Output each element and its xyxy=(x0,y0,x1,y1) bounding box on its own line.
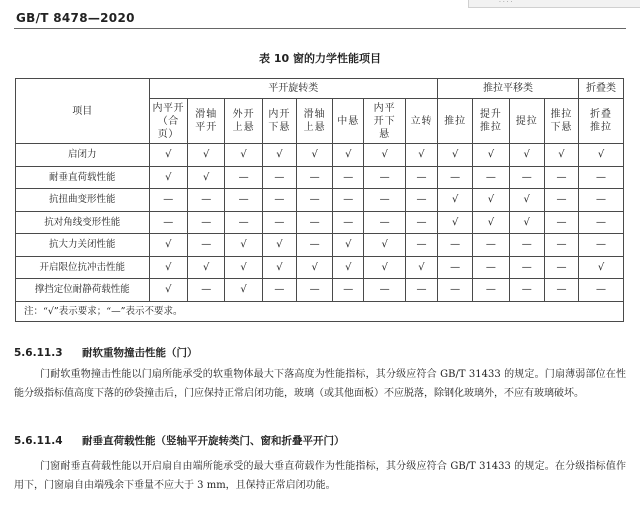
dash-cell: — xyxy=(579,234,624,257)
dash-cell: — xyxy=(544,211,578,234)
check-mark-cell: √ xyxy=(438,144,473,167)
dash-cell: — xyxy=(188,211,225,234)
dash-cell: — xyxy=(438,279,473,302)
mechanical-performance-table xyxy=(15,78,624,322)
column-header-label: 滑轴平开 xyxy=(195,109,218,133)
column-header xyxy=(333,99,364,144)
check-mark-cell: √ xyxy=(438,189,473,212)
dash-cell: — xyxy=(438,166,473,189)
check-mark-cell: √ xyxy=(225,234,262,257)
column-header-label: 折叠推拉 xyxy=(590,109,613,133)
check-mark-cell: √ xyxy=(579,256,624,279)
dash-cell: — xyxy=(225,189,262,212)
check-mark-cell: √ xyxy=(262,144,296,167)
check-mark-cell: √ xyxy=(544,144,578,167)
table-note-row xyxy=(16,301,624,321)
dash-cell: — xyxy=(509,234,544,257)
dash-cell: — xyxy=(438,234,473,257)
dash-cell: — xyxy=(405,166,437,189)
section-number: 5.6.11.4 xyxy=(14,435,63,447)
column-header xyxy=(364,99,406,144)
dash-cell: — xyxy=(364,189,406,212)
viewer-top-strip: · · · · xyxy=(468,0,640,8)
column-header-label: 内平开下悬 xyxy=(373,102,396,140)
dash-cell: — xyxy=(405,279,437,302)
check-mark-cell: √ xyxy=(438,211,473,234)
dash-cell: — xyxy=(544,256,578,279)
table-row xyxy=(16,144,624,167)
dash-cell: — xyxy=(262,279,296,302)
dash-cell: — xyxy=(473,166,509,189)
check-mark-cell: √ xyxy=(296,256,332,279)
check-mark-cell: √ xyxy=(296,144,332,167)
row-label: 抗大力关闭性能 xyxy=(16,234,150,257)
dash-cell: — xyxy=(262,211,296,234)
column-header xyxy=(188,99,225,144)
dash-cell: — xyxy=(364,279,406,302)
column-header xyxy=(296,99,332,144)
dash-cell: — xyxy=(473,234,509,257)
check-mark-cell: √ xyxy=(149,166,187,189)
dash-cell: — xyxy=(225,211,262,234)
table-row xyxy=(16,211,624,234)
row-label: 抗对角线变形性能 xyxy=(16,211,150,234)
check-mark-cell: √ xyxy=(225,256,262,279)
dash-cell: — xyxy=(579,279,624,302)
dash-cell: — xyxy=(262,189,296,212)
table-row xyxy=(16,166,624,189)
check-mark-cell: √ xyxy=(262,234,296,257)
dash-cell: — xyxy=(405,211,437,234)
dash-cell: — xyxy=(225,166,262,189)
column-header xyxy=(438,99,473,144)
row-label: 撑挡定位耐静荷载性能 xyxy=(16,279,150,302)
dash-cell: — xyxy=(333,211,364,234)
dash-cell: — xyxy=(579,189,624,212)
column-header xyxy=(544,99,578,144)
column-header-label: 外开上悬 xyxy=(232,109,255,133)
check-mark-cell: √ xyxy=(473,211,509,234)
check-mark-cell: √ xyxy=(405,144,437,167)
table-note: 注：“√”表示要求；“—”表示不要求。 xyxy=(16,301,624,321)
check-mark-cell: √ xyxy=(473,144,509,167)
dash-cell: — xyxy=(473,256,509,279)
table-row xyxy=(16,189,624,212)
dash-cell: — xyxy=(188,234,225,257)
dash-cell: — xyxy=(405,234,437,257)
check-mark-cell: √ xyxy=(188,256,225,279)
section-body-5-6-11-4: 门窗耐垂直荷载性能以开启扇自由端所能承受的最大垂直荷载作为性能指标，其分级应符合 GB/T 31433 的规定。在分级指标值作用下，门窗扇自由端残余下垂量不应大于 3 mm，且保持正常启闭功能。 xyxy=(14,461,626,491)
header-rule xyxy=(14,28,626,29)
row-label: 开启限位抗冲击性能 xyxy=(16,256,150,279)
column-header-label: 推拉下悬 xyxy=(550,109,573,133)
dash-cell: — xyxy=(544,234,578,257)
check-mark-cell: √ xyxy=(262,256,296,279)
column-header xyxy=(579,99,624,144)
dash-cell: — xyxy=(333,279,364,302)
column-header-label: 立转 xyxy=(410,115,433,127)
dash-cell: — xyxy=(296,166,332,189)
item-header: 项目 xyxy=(16,79,150,144)
dash-cell: — xyxy=(296,189,332,212)
standard-code: GB/T 8478—2020 xyxy=(16,11,135,25)
dash-cell: — xyxy=(333,166,364,189)
column-header-label: 提拉 xyxy=(515,115,538,127)
check-mark-cell: √ xyxy=(149,234,187,257)
column-header-label: 提升推拉 xyxy=(479,109,502,133)
dash-cell: — xyxy=(364,211,406,234)
row-label: 启闭力 xyxy=(16,144,150,167)
dash-cell: — xyxy=(296,211,332,234)
dash-cell: — xyxy=(188,279,225,302)
column-header-label: 内开下悬 xyxy=(268,109,291,133)
column-header-label: 中悬 xyxy=(337,115,360,127)
column-header xyxy=(262,99,296,144)
column-header-label: 推拉 xyxy=(444,115,467,127)
row-label: 耐垂直荷载性能 xyxy=(16,166,150,189)
dash-cell: — xyxy=(364,166,406,189)
check-mark-cell: √ xyxy=(188,144,225,167)
check-mark-cell: √ xyxy=(579,144,624,167)
dash-cell: — xyxy=(333,189,364,212)
table-row xyxy=(16,234,624,257)
column-header-label: 内平开（合页） xyxy=(152,102,185,140)
column-header xyxy=(473,99,509,144)
dash-cell: — xyxy=(296,279,332,302)
column-header xyxy=(149,99,187,144)
dash-cell: — xyxy=(473,279,509,302)
dash-cell: — xyxy=(544,279,578,302)
dash-cell: — xyxy=(544,189,578,212)
table-row xyxy=(16,279,624,302)
section-title: 耐垂直荷载性能（竖轴平开旋转类门、窗和折叠平开门） xyxy=(82,435,345,447)
check-mark-cell: √ xyxy=(364,256,406,279)
dash-cell: — xyxy=(579,166,624,189)
check-mark-cell: √ xyxy=(333,234,364,257)
table-row xyxy=(16,256,624,279)
check-mark-cell: √ xyxy=(405,256,437,279)
dash-cell: — xyxy=(149,189,187,212)
check-mark-cell: √ xyxy=(364,144,406,167)
check-mark-cell: √ xyxy=(149,144,187,167)
dash-cell: — xyxy=(188,189,225,212)
dash-cell: — xyxy=(579,211,624,234)
group-header-folding: 折叠类 xyxy=(579,79,624,99)
check-mark-cell: √ xyxy=(473,189,509,212)
column-header xyxy=(225,99,262,144)
section-title: 耐软重物撞击性能（门） xyxy=(82,347,198,359)
row-label: 抗扭曲变形性能 xyxy=(16,189,150,212)
section-body-5-6-11-3: 门耐软重物撞击性能以门扇所能承受的软重物体最大下落高度为性能指标，其分级应符合 GB/T 31433 的规定。门扇薄弱部位在性能分级指标值高度下落的砂袋撞击后，门应保持正常启闭功能，玻璃（或其他面板）不应脱落，除钢化玻璃外，不应有玻璃破坏。 xyxy=(14,369,626,399)
column-header xyxy=(509,99,544,144)
dash-cell: — xyxy=(262,166,296,189)
check-mark-cell: √ xyxy=(509,189,544,212)
section-heading-5-6-11-4 xyxy=(14,433,345,448)
section-number: 5.6.11.3 xyxy=(14,347,63,359)
group-header-sliding: 推拉平移类 xyxy=(438,79,579,99)
group-header-casement-rotary: 平开旋转类 xyxy=(149,79,437,99)
check-mark-cell: √ xyxy=(509,211,544,234)
column-header xyxy=(405,99,437,144)
section-heading-5-6-11-3 xyxy=(14,345,198,360)
check-mark-cell: √ xyxy=(364,234,406,257)
check-mark-cell: √ xyxy=(188,166,225,189)
dash-cell: — xyxy=(544,166,578,189)
check-mark-cell: √ xyxy=(149,256,187,279)
table-title: 表 10 窗的力学性能项目 xyxy=(259,52,381,65)
dash-cell: — xyxy=(296,234,332,257)
dash-cell: — xyxy=(509,256,544,279)
check-mark-cell: √ xyxy=(509,144,544,167)
check-mark-cell: √ xyxy=(225,144,262,167)
column-header-label: 滑轴上悬 xyxy=(303,109,326,133)
dash-cell: — xyxy=(509,279,544,302)
dash-cell: — xyxy=(405,189,437,212)
check-mark-cell: √ xyxy=(333,256,364,279)
check-mark-cell: √ xyxy=(225,279,262,302)
dash-cell: — xyxy=(149,211,187,234)
check-mark-cell: √ xyxy=(149,279,187,302)
check-mark-cell: √ xyxy=(333,144,364,167)
dash-cell: — xyxy=(438,256,473,279)
dash-cell: — xyxy=(509,166,544,189)
